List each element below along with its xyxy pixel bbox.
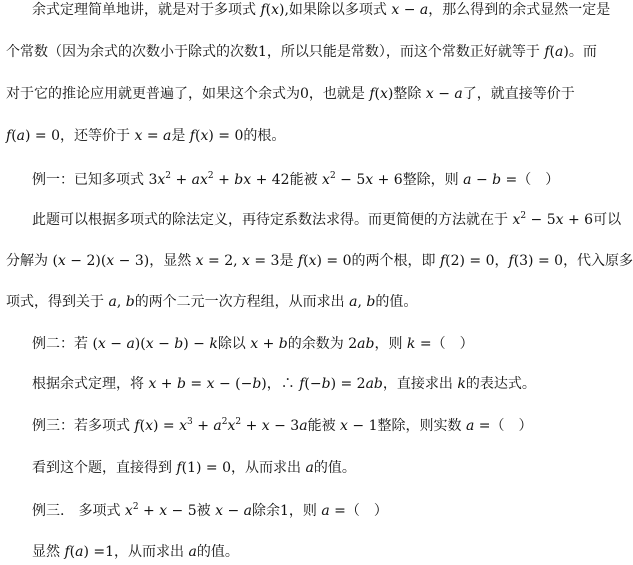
text-run: ，从而求出: [114, 544, 189, 560]
math-variable: x: [555, 212, 564, 228]
math-variable: ax: [191, 172, 208, 188]
math-symbol: ) = 2: [330, 376, 366, 392]
text-run: 整除: [393, 86, 426, 102]
text-run: 个常数（因为余式的次数小于除式的次数1，所以只能是常数），而这个常数正好就等于: [6, 44, 545, 60]
math-variable: x: [106, 253, 115, 269]
math-variable: f: [260, 2, 266, 18]
text-run: 可以: [593, 212, 622, 228]
math-symbol: +: [192, 418, 214, 434]
math-variable: x: [57, 253, 66, 269]
superscript: 2: [329, 171, 336, 181]
math-variable: a: [321, 503, 330, 519]
math-symbol: (: [549, 44, 556, 60]
math-symbol: − 3): [114, 253, 150, 269]
text-run: 的表达式。: [465, 376, 536, 392]
math-variable: k: [457, 376, 466, 392]
math-symbol: =: [185, 376, 207, 392]
math-symbol: =: [329, 503, 346, 519]
math-variable: x: [200, 128, 209, 144]
text-run: ,如果除以多项式: [284, 2, 392, 18]
math-symbol: ): [261, 376, 267, 392]
math-symbol: ∴: [280, 376, 300, 392]
math-symbol: − 3: [269, 418, 300, 434]
math-variable: x: [227, 418, 236, 434]
math-symbol: (1) = 0: [181, 460, 232, 476]
text-run: （ ）: [490, 418, 533, 434]
text-run: 例二：若: [32, 336, 93, 352]
math-symbol: ) = 0: [208, 128, 244, 144]
math-symbol: +: [171, 172, 192, 188]
text-run: 能被: [289, 172, 323, 188]
math-variable: b: [321, 376, 331, 392]
math-variable: b: [125, 294, 135, 310]
example-three-question: [32, 416, 605, 438]
math-variable: f: [189, 128, 195, 144]
math-symbol: (: [265, 2, 272, 18]
math-variable: a: [16, 128, 26, 144]
math-variable: a: [555, 44, 564, 60]
superscript: 3: [187, 417, 193, 427]
text-run: ，则: [374, 336, 407, 352]
math-symbol: (: [11, 128, 17, 144]
text-run: 例三. 多项式: [32, 503, 125, 519]
text-run: 看到这个题，直接得到: [32, 460, 177, 476]
math-symbol: − 5: [335, 172, 366, 188]
math-symbol: +: [213, 172, 235, 188]
math-variable: a: [108, 294, 117, 310]
text-run: 例一：已知多项式: [32, 172, 149, 188]
math-symbol: − 5: [167, 503, 197, 519]
math-variable: x: [380, 86, 388, 102]
math-symbol: − (−: [214, 376, 253, 392]
text-run: 的余数为: [287, 336, 349, 352]
math-variable: x: [340, 418, 348, 434]
math-variable: x + b: [250, 336, 288, 352]
math-symbol: ): [563, 44, 569, 60]
paragraph-line: [32, 0, 611, 22]
math-variable: x: [365, 172, 374, 188]
math-variable: a: [349, 294, 358, 310]
math-variable: x: [179, 418, 188, 434]
paragraph-line: [6, 126, 605, 148]
math-symbol: + 42: [251, 172, 290, 188]
math-variable: x: [242, 253, 250, 269]
math-variable: ab: [365, 376, 383, 392]
math-symbol: ) = 0: [316, 253, 352, 269]
math-variable: k: [406, 336, 416, 352]
text-run: 的两个根，即: [351, 253, 440, 269]
math-variable: k: [209, 336, 218, 352]
math-variable: b: [366, 294, 376, 310]
math-variable: x: [261, 418, 270, 434]
paragraph-line: [6, 292, 605, 314]
text-run: 是: [171, 128, 190, 144]
math-variable: f: [64, 544, 70, 560]
math-symbol: (: [69, 544, 76, 560]
superscript: 2: [221, 417, 228, 427]
paragraph-line: [32, 210, 622, 232]
math-symbol: ) =1: [83, 544, 115, 560]
paragraph-line: [32, 458, 605, 480]
math-symbol: +: [241, 418, 262, 434]
math-variable: f: [299, 376, 305, 392]
paragraph-line: [6, 251, 633, 273]
math-symbol: = 3: [249, 253, 280, 269]
math-variable: x: [159, 503, 168, 519]
text-run: （ ）: [345, 503, 388, 519]
paragraph-line: [32, 374, 605, 396]
text-run: 了，就直接等价于: [462, 86, 575, 102]
text-run: 的根。: [243, 128, 286, 144]
math-variable: x: [512, 212, 521, 228]
math-symbol: − 5: [526, 212, 556, 228]
text-run: ，还等价于: [60, 128, 135, 144]
math-symbol: − 2)(: [65, 253, 107, 269]
math-variable: x − b: [145, 336, 184, 352]
math-symbol: (3) = 0: [513, 253, 564, 269]
superscript: 2: [520, 211, 527, 221]
text-run: 是: [279, 253, 298, 269]
math-symbol: ): [279, 2, 285, 18]
math-symbol: − 1: [347, 418, 378, 434]
math-symbol: ,: [116, 294, 126, 310]
paragraph-line: [6, 84, 605, 106]
text-run: 的两个二元一次方程组，从而求出: [134, 294, 350, 310]
math-variable: x: [145, 418, 154, 434]
math-symbol: 3: [148, 172, 158, 188]
math-variable: x − a: [215, 503, 252, 519]
superscript: 2: [235, 417, 242, 427]
math-variable: x: [124, 503, 133, 519]
math-variable: bx: [234, 172, 252, 188]
math-symbol: (: [194, 128, 201, 144]
math-variable: x: [157, 172, 166, 188]
text-run: 除以: [217, 336, 251, 352]
math-variable: a: [213, 418, 222, 434]
math-symbol: ) −: [183, 336, 210, 352]
math-symbol: (: [92, 336, 98, 352]
math-symbol: )(: [134, 336, 146, 352]
paragraph-line: [32, 542, 605, 564]
math-symbol: =: [474, 418, 491, 434]
math-variable: b: [252, 376, 262, 392]
superscript: 2: [132, 502, 139, 512]
math-variable: x = a: [134, 128, 172, 144]
math-variable: x: [206, 376, 215, 392]
superscript: 2: [165, 171, 172, 181]
text-run: 的值。: [375, 294, 418, 310]
text-run: 整除，则: [402, 172, 464, 188]
math-symbol: ) = 0: [25, 128, 61, 144]
math-variable: f: [297, 253, 304, 269]
math-symbol: ) =: [153, 418, 180, 434]
math-symbol: (: [374, 86, 381, 102]
superscript: 2: [207, 171, 214, 181]
text-run: 能被: [307, 418, 341, 434]
text-run: 对于它的推论应用就更普遍了，如果这个余式为0，也就是: [6, 86, 370, 102]
text-run: 被: [196, 503, 216, 519]
math-variable: x + b: [148, 376, 186, 392]
math-variable: x: [308, 253, 317, 269]
text-run: （ ）: [517, 172, 560, 188]
example-four-question: [32, 501, 605, 523]
math-variable: x − a: [425, 86, 463, 102]
math-symbol: (−: [304, 376, 322, 392]
text-run: 项式，得到关于: [6, 294, 109, 310]
text-run: ，显然: [149, 253, 196, 269]
text-run: 。而: [568, 44, 597, 60]
math-symbol: = 2,: [203, 253, 243, 269]
math-symbol: =: [501, 172, 518, 188]
math-variable: x − a: [97, 336, 135, 352]
math-variable: a: [465, 418, 475, 434]
example-one-question: [32, 170, 605, 192]
text-run: 的值。: [313, 460, 356, 476]
math-symbol: (: [52, 253, 58, 269]
text-run: ，: [266, 376, 281, 392]
math-variable: a: [299, 418, 308, 434]
example-two-question: [32, 334, 605, 356]
math-variable: f: [508, 253, 514, 269]
math-symbol: + 6: [563, 212, 594, 228]
math-variable: ab: [357, 336, 375, 352]
math-variable: x: [195, 253, 204, 269]
math-variable: a: [75, 544, 84, 560]
text-run: ，: [494, 253, 509, 269]
text-run: ，从而求出: [231, 460, 306, 476]
text-run: ，代入原多: [563, 253, 633, 269]
text-run: 此题可以根据多项式的除法定义，再待定系数法求得。而更简便的方法就在于: [32, 212, 513, 228]
text-run: 根据余式定理，将: [32, 376, 149, 392]
math-variable: x: [322, 172, 330, 188]
text-run: 显然: [32, 544, 65, 560]
math-variable: f: [134, 418, 140, 434]
math-variable: a − b: [463, 172, 502, 188]
math-variable: f: [176, 460, 182, 476]
text-run: （ ）: [431, 336, 474, 352]
text-run: 分解为: [6, 253, 53, 269]
text-run: 整除，则实数: [377, 418, 466, 434]
text-run: 例三：若多项式: [32, 418, 135, 434]
math-variable: f: [544, 44, 550, 60]
math-variable: f: [439, 253, 446, 269]
math-symbol: =: [415, 336, 432, 352]
math-symbol: + 6: [373, 172, 403, 188]
text-run: 除余1，则: [251, 503, 322, 519]
math-variable: x: [271, 2, 280, 18]
math-symbol: (2) = 0: [445, 253, 495, 269]
math-variable: f: [369, 86, 375, 102]
math-symbol: ): [387, 86, 394, 102]
math-symbol: +: [138, 503, 160, 519]
paragraph-line: [6, 42, 605, 64]
math-variable: f: [6, 128, 12, 144]
text-run: 的值。: [196, 544, 239, 560]
math-variable: a: [305, 460, 314, 476]
math-symbol: 2: [348, 336, 358, 352]
text-run: ，那么得到的余式显然一定是: [428, 2, 611, 18]
math-symbol: ,: [357, 294, 367, 310]
math-variable: a: [188, 544, 197, 560]
text-run: ，直接求出: [382, 376, 458, 392]
text-run: 余式定理简单地讲，就是对于多项式: [32, 2, 261, 18]
math-variable: x − a: [391, 2, 429, 18]
math-symbol: (: [303, 253, 309, 269]
math-symbol: (: [139, 418, 146, 434]
